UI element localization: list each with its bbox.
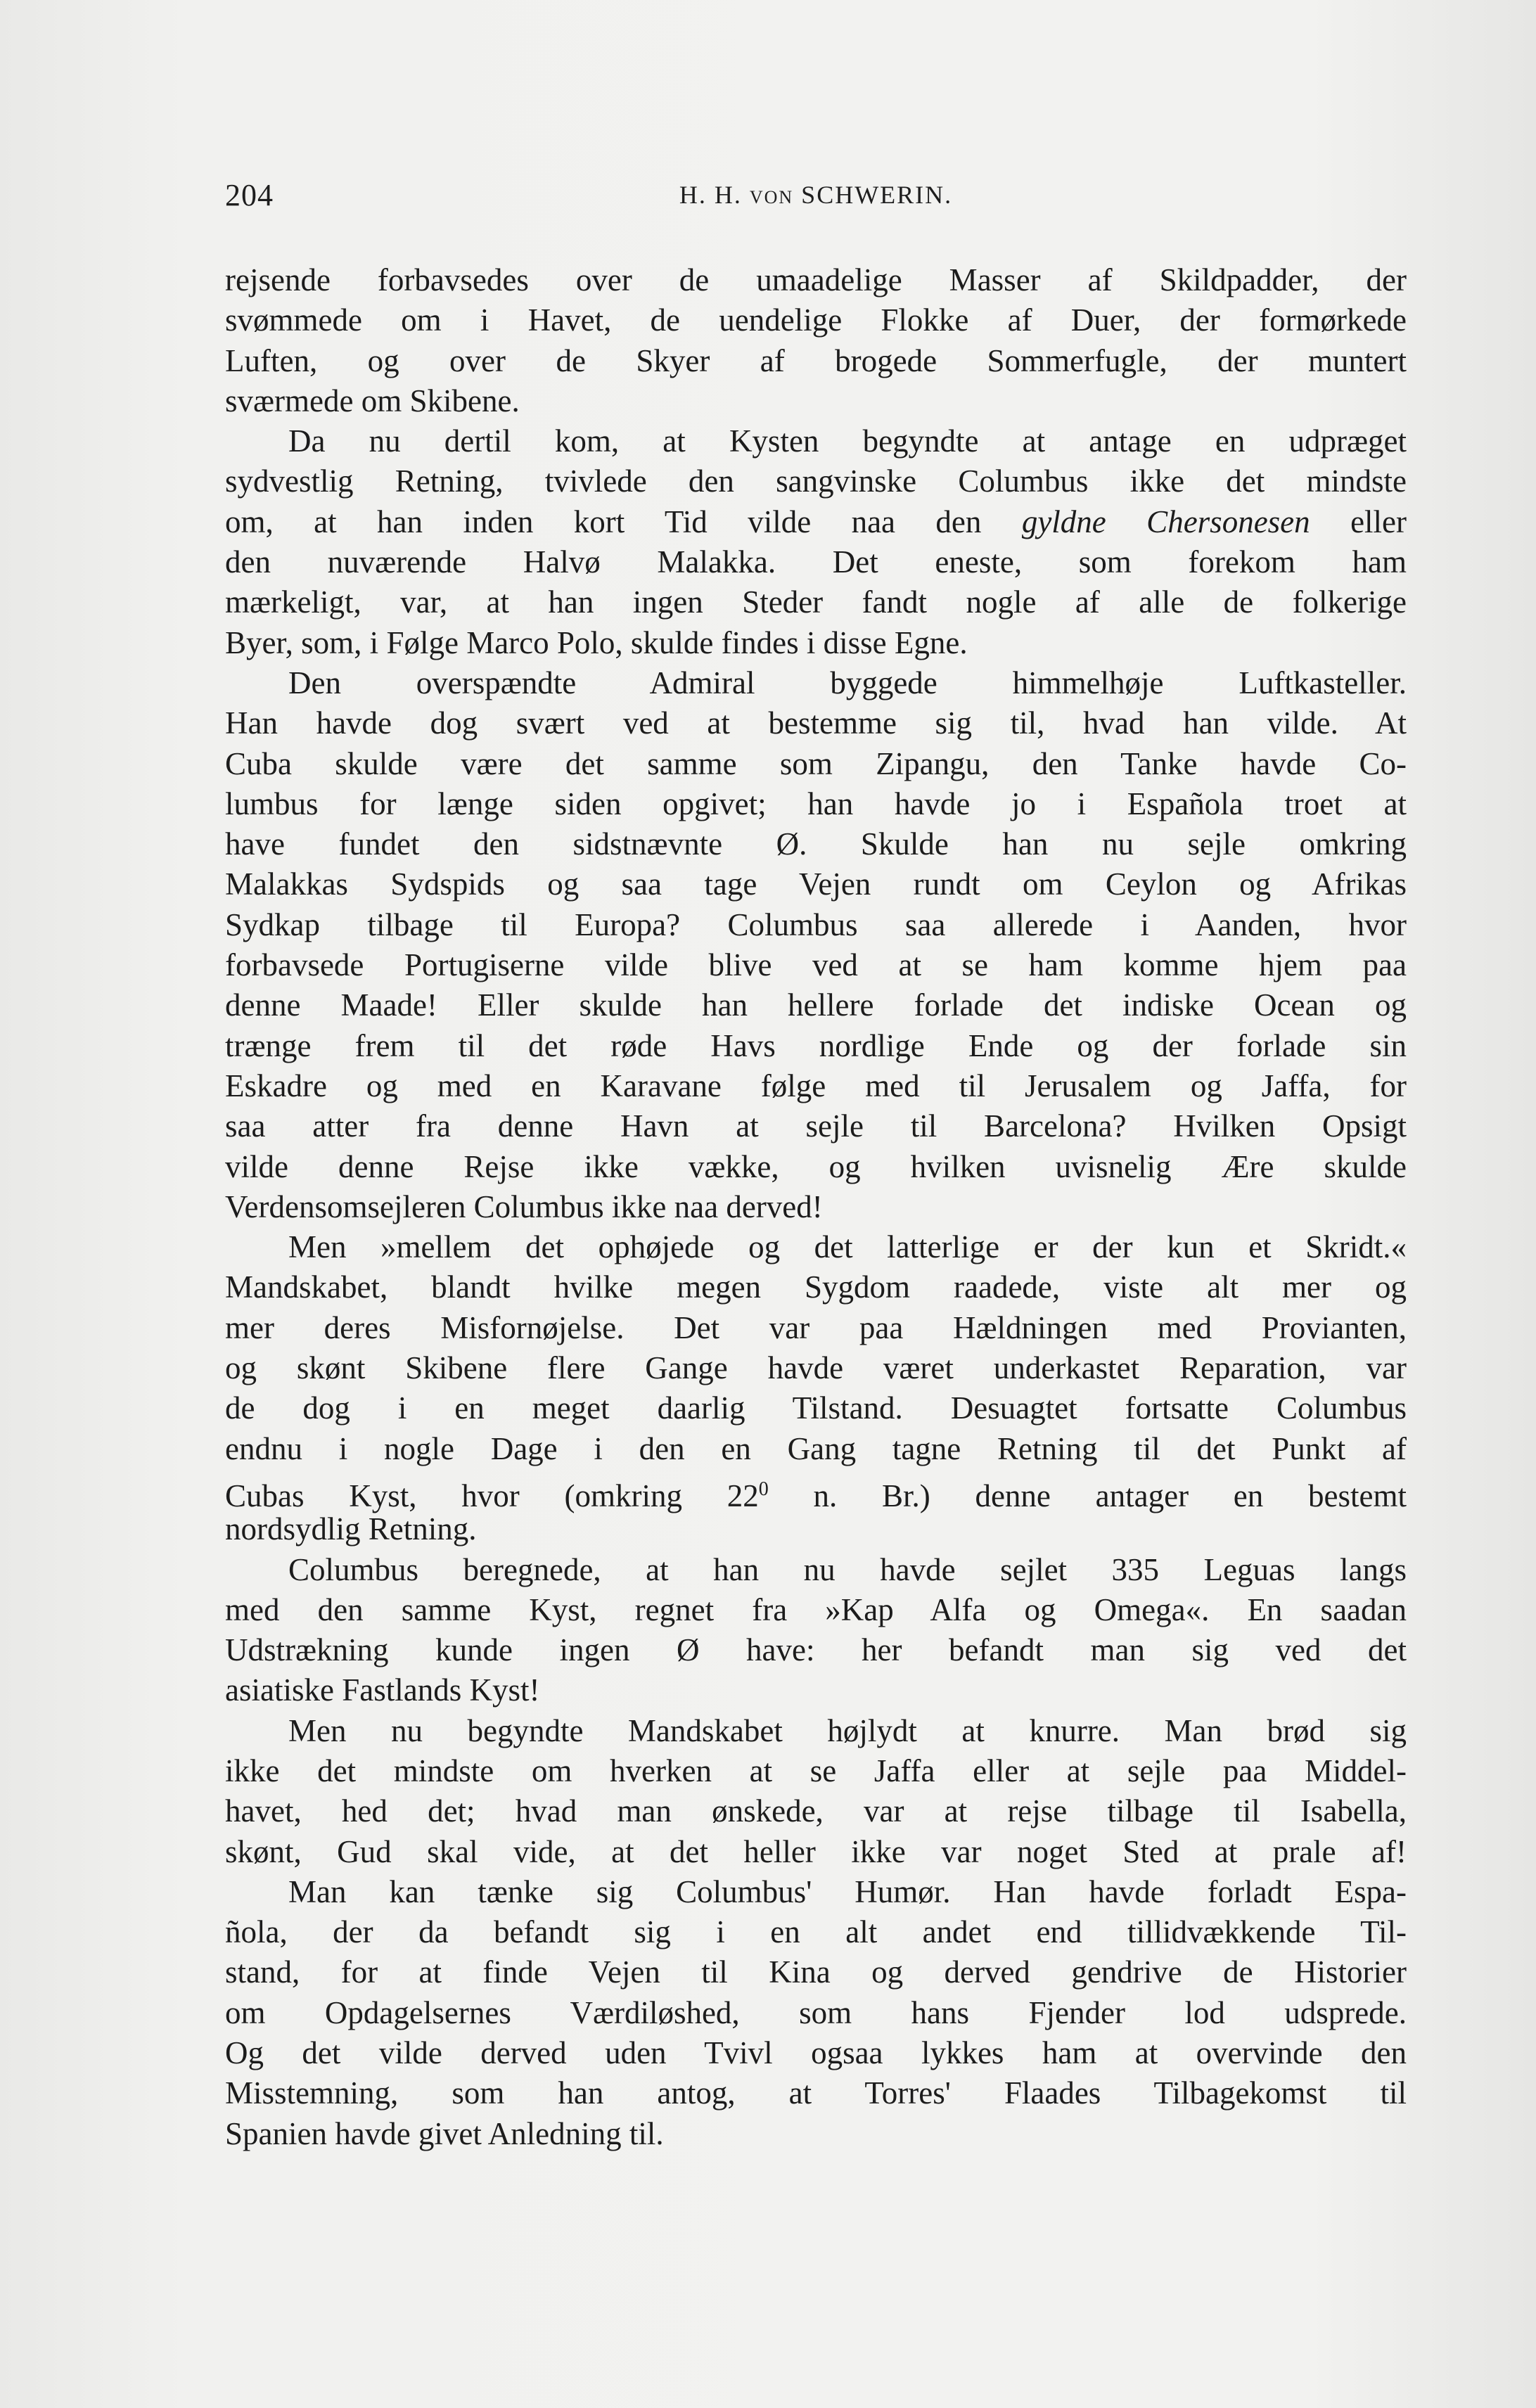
text-line: have fundet den sidstnævnte Ø. Skulde han nu sejle omkring xyxy=(225,826,1407,862)
text-line: den nuværende Halvø Malakka. Det eneste, som forekom ham xyxy=(225,544,1407,580)
text-line: saa atter fra denne Havn at sejle til Barcelona? Hvilken Opsigt xyxy=(225,1108,1407,1144)
text-line: trænge frem til det røde Havs nordlige Ende og der forlade sin xyxy=(225,1027,1407,1063)
text-line: Luften, og over de Skyer af brogede Sommerfugle, der muntert xyxy=(225,342,1407,378)
text-line: skønt, Gud skal vide, at det heller ikke var noget Sted at prale af! xyxy=(225,1833,1407,1869)
text-segment: n. Br.) denne antager en bestemt xyxy=(768,1478,1407,1513)
page-number: 204 xyxy=(225,178,274,212)
italic-place-name: gyldne Chersonesen xyxy=(1021,504,1310,539)
text-line: Sydkap tilbage til Europa? Columbus saa allerede i Aanden, hvor xyxy=(225,907,1407,942)
text-line: Han havde dog svært ved at bestemme sig til, hvad han vilde. At xyxy=(225,705,1407,741)
text-line: forbavsede Portugiserne vilde blive ved at se ham komme hjem paa xyxy=(225,947,1407,983)
text-line: de dog i en meget daarlig Tilstand. Desuagtet fortsatte Columbus xyxy=(225,1390,1407,1426)
page-header xyxy=(225,177,1407,219)
text-line: Mandskabet, blandt hvilke megen Sygdom raadede, viste alt mer og xyxy=(225,1269,1407,1305)
text-line: vilde denne Rejse ikke vække, og hvilken uvisnelig Ære skulde xyxy=(225,1148,1407,1184)
text-line: Man kan tænke sig Columbus' Humør. Han havde forladt Espa- xyxy=(288,1874,1407,1909)
running-head-von: VON xyxy=(749,187,794,207)
text-line: Den overspændte Admiral byggede himmelhøje Luftkasteller. xyxy=(288,665,1407,700)
text-segment: om, at han inden kort Tid vilde naa den xyxy=(225,504,982,539)
degree-superscript: 0 xyxy=(758,1478,769,1500)
text-line: asiatiske Fastlands Kyst! xyxy=(225,1672,540,1708)
text-line-with-italic xyxy=(225,502,1407,542)
text-line: sværmede om Skibene. xyxy=(225,383,520,418)
text-line-with-superscript xyxy=(225,1469,1407,1513)
text-line: om Opdagelsernes Værdiløshed, som hans Fjender lod udsprede. xyxy=(225,1994,1407,2030)
running-head-initials: H. H. xyxy=(679,181,742,209)
text-segment: Cubas Kyst, hvor (omkring 22 xyxy=(225,1478,759,1513)
text-line: Eskadre og med en Karavane følge med til Jerusalem og Jaffa, for xyxy=(225,1068,1407,1103)
text-line: stand, for at finde Vejen til Kina og derved gendrive de Historier xyxy=(225,1954,1407,1990)
text-line: Og det vilde derved uden Tvivl ogsaa lykkes ham at overvinde den xyxy=(225,2035,1407,2071)
running-head xyxy=(225,180,1407,210)
body-text xyxy=(225,260,1407,2154)
text-line: nordsydlig Retning. xyxy=(225,1511,477,1547)
text-line: Byer, som, i Følge Marco Polo, skulde findes i disse Egne. xyxy=(225,625,968,660)
text-line: Columbus beregnede, at han nu havde sejlet 335 Leguas langs xyxy=(288,1551,1407,1587)
text-line: denne Maade! Eller skulde han hellere forlade det indiske Ocean og xyxy=(225,987,1407,1023)
text-line: sydvestlig Retning, tvivlede den sangvinske Columbus ikke det mindste xyxy=(225,463,1407,499)
text-line: havet, hed det; hvad man ønskede, var at rejse tilbage til Isabella, xyxy=(225,1793,1407,1829)
text-line: Misstemning, som han antog, at Torres' Flaades Tilbagekomst til xyxy=(225,2075,1407,2111)
text-line: ñola, der da befandt sig i en alt andet end tillidvækkende Til- xyxy=(225,1914,1407,1950)
text-line: lumbus for længe siden opgivet; han havde jo i Española troet at xyxy=(225,786,1407,821)
running-head-name: SCHWERIN. xyxy=(801,181,953,209)
text-line: endnu i nogle Dage i den en Gang tagne Retning til det Punkt af xyxy=(225,1430,1407,1466)
text-line: Cuba skulde være det samme som Zipangu, den Tanke havde Co- xyxy=(225,745,1407,781)
text-line: mærkeligt, var, at han ingen Steder fandt nogle af alle de folkerige xyxy=(225,584,1407,620)
text-line: og skønt Skibene flere Gange havde været underkastet Reparation, var xyxy=(225,1350,1407,1386)
text-line: Men nu begyndte Mandskabet højlydt at knurre. Man brød sig xyxy=(288,1712,1407,1748)
text-line: Men »mellem det ophøjede og det latterlige er der kun et Skridt.« xyxy=(288,1229,1407,1265)
text-line: med den samme Kyst, regnet fra »Kap Alfa og Omega«. En saadan xyxy=(225,1592,1407,1627)
text-line: ikke det mindste om hverken at se Jaffa eller at sejle paa Middel- xyxy=(225,1753,1407,1788)
text-line: Udstrækning kunde ingen Ø have: her befandt man sig ved det xyxy=(225,1632,1407,1668)
text-segment: eller xyxy=(1350,504,1407,539)
text-line: Verdensomsejleren Columbus ikke naa derved! xyxy=(225,1189,823,1224)
text-line: Da nu dertil kom, at Kysten begyndte at antage en udpræget xyxy=(288,423,1407,459)
text-line: Spanien havde givet Anledning til. xyxy=(225,2115,664,2151)
text-line: Malakkas Sydspids og saa tage Vejen rundt om Ceylon og Afrikas xyxy=(225,866,1407,902)
text-line: rejsende forbavsedes over de umaadelige Masser af Skildpadder, der xyxy=(225,262,1407,297)
text-line: svømmede om i Havet, de uendelige Flokke af Duer, der formørkede xyxy=(225,302,1407,338)
text-line: mer deres Misfornøjelse. Det var paa Hældningen med Provianten, xyxy=(225,1309,1407,1345)
